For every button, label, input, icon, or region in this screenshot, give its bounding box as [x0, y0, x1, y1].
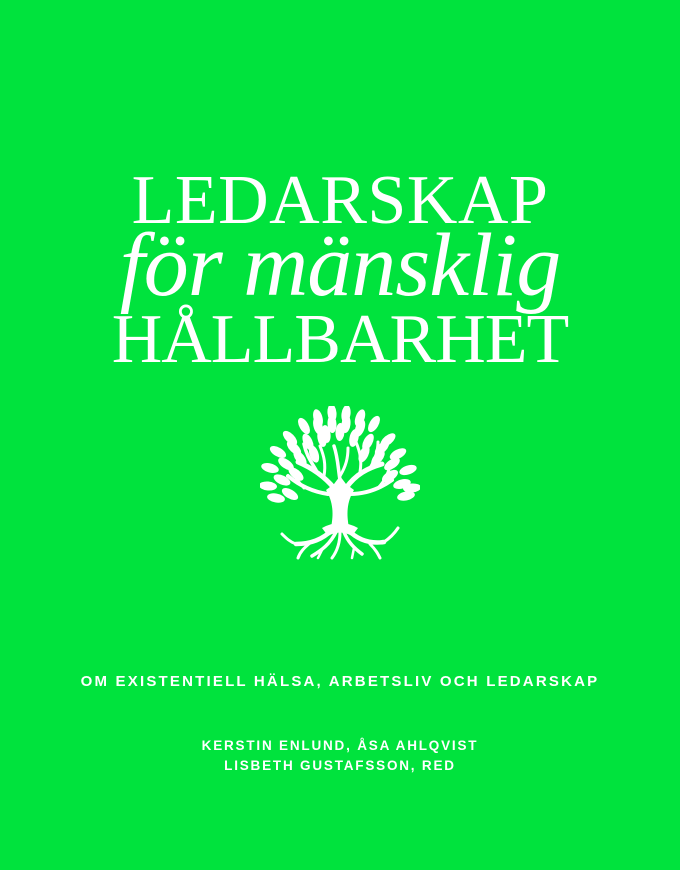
author-line-2: LISBETH GUSTAFSSON, RED	[224, 758, 456, 773]
title-line-3: HÅLLBARHET	[111, 301, 569, 378]
title-line-1: LEDARSKAP	[131, 162, 549, 239]
title-line-2: för mänsklig	[119, 216, 561, 315]
author-line-1: KERSTIN ENLUND, ÅSA AHLQVIST	[201, 738, 479, 753]
authors-block	[0, 736, 680, 776]
subtitle: OM EXISTENTIELL HÄLSA, ARBETSLIV OCH LEDARSKAP	[80, 673, 600, 690]
tree-icon	[260, 406, 420, 566]
